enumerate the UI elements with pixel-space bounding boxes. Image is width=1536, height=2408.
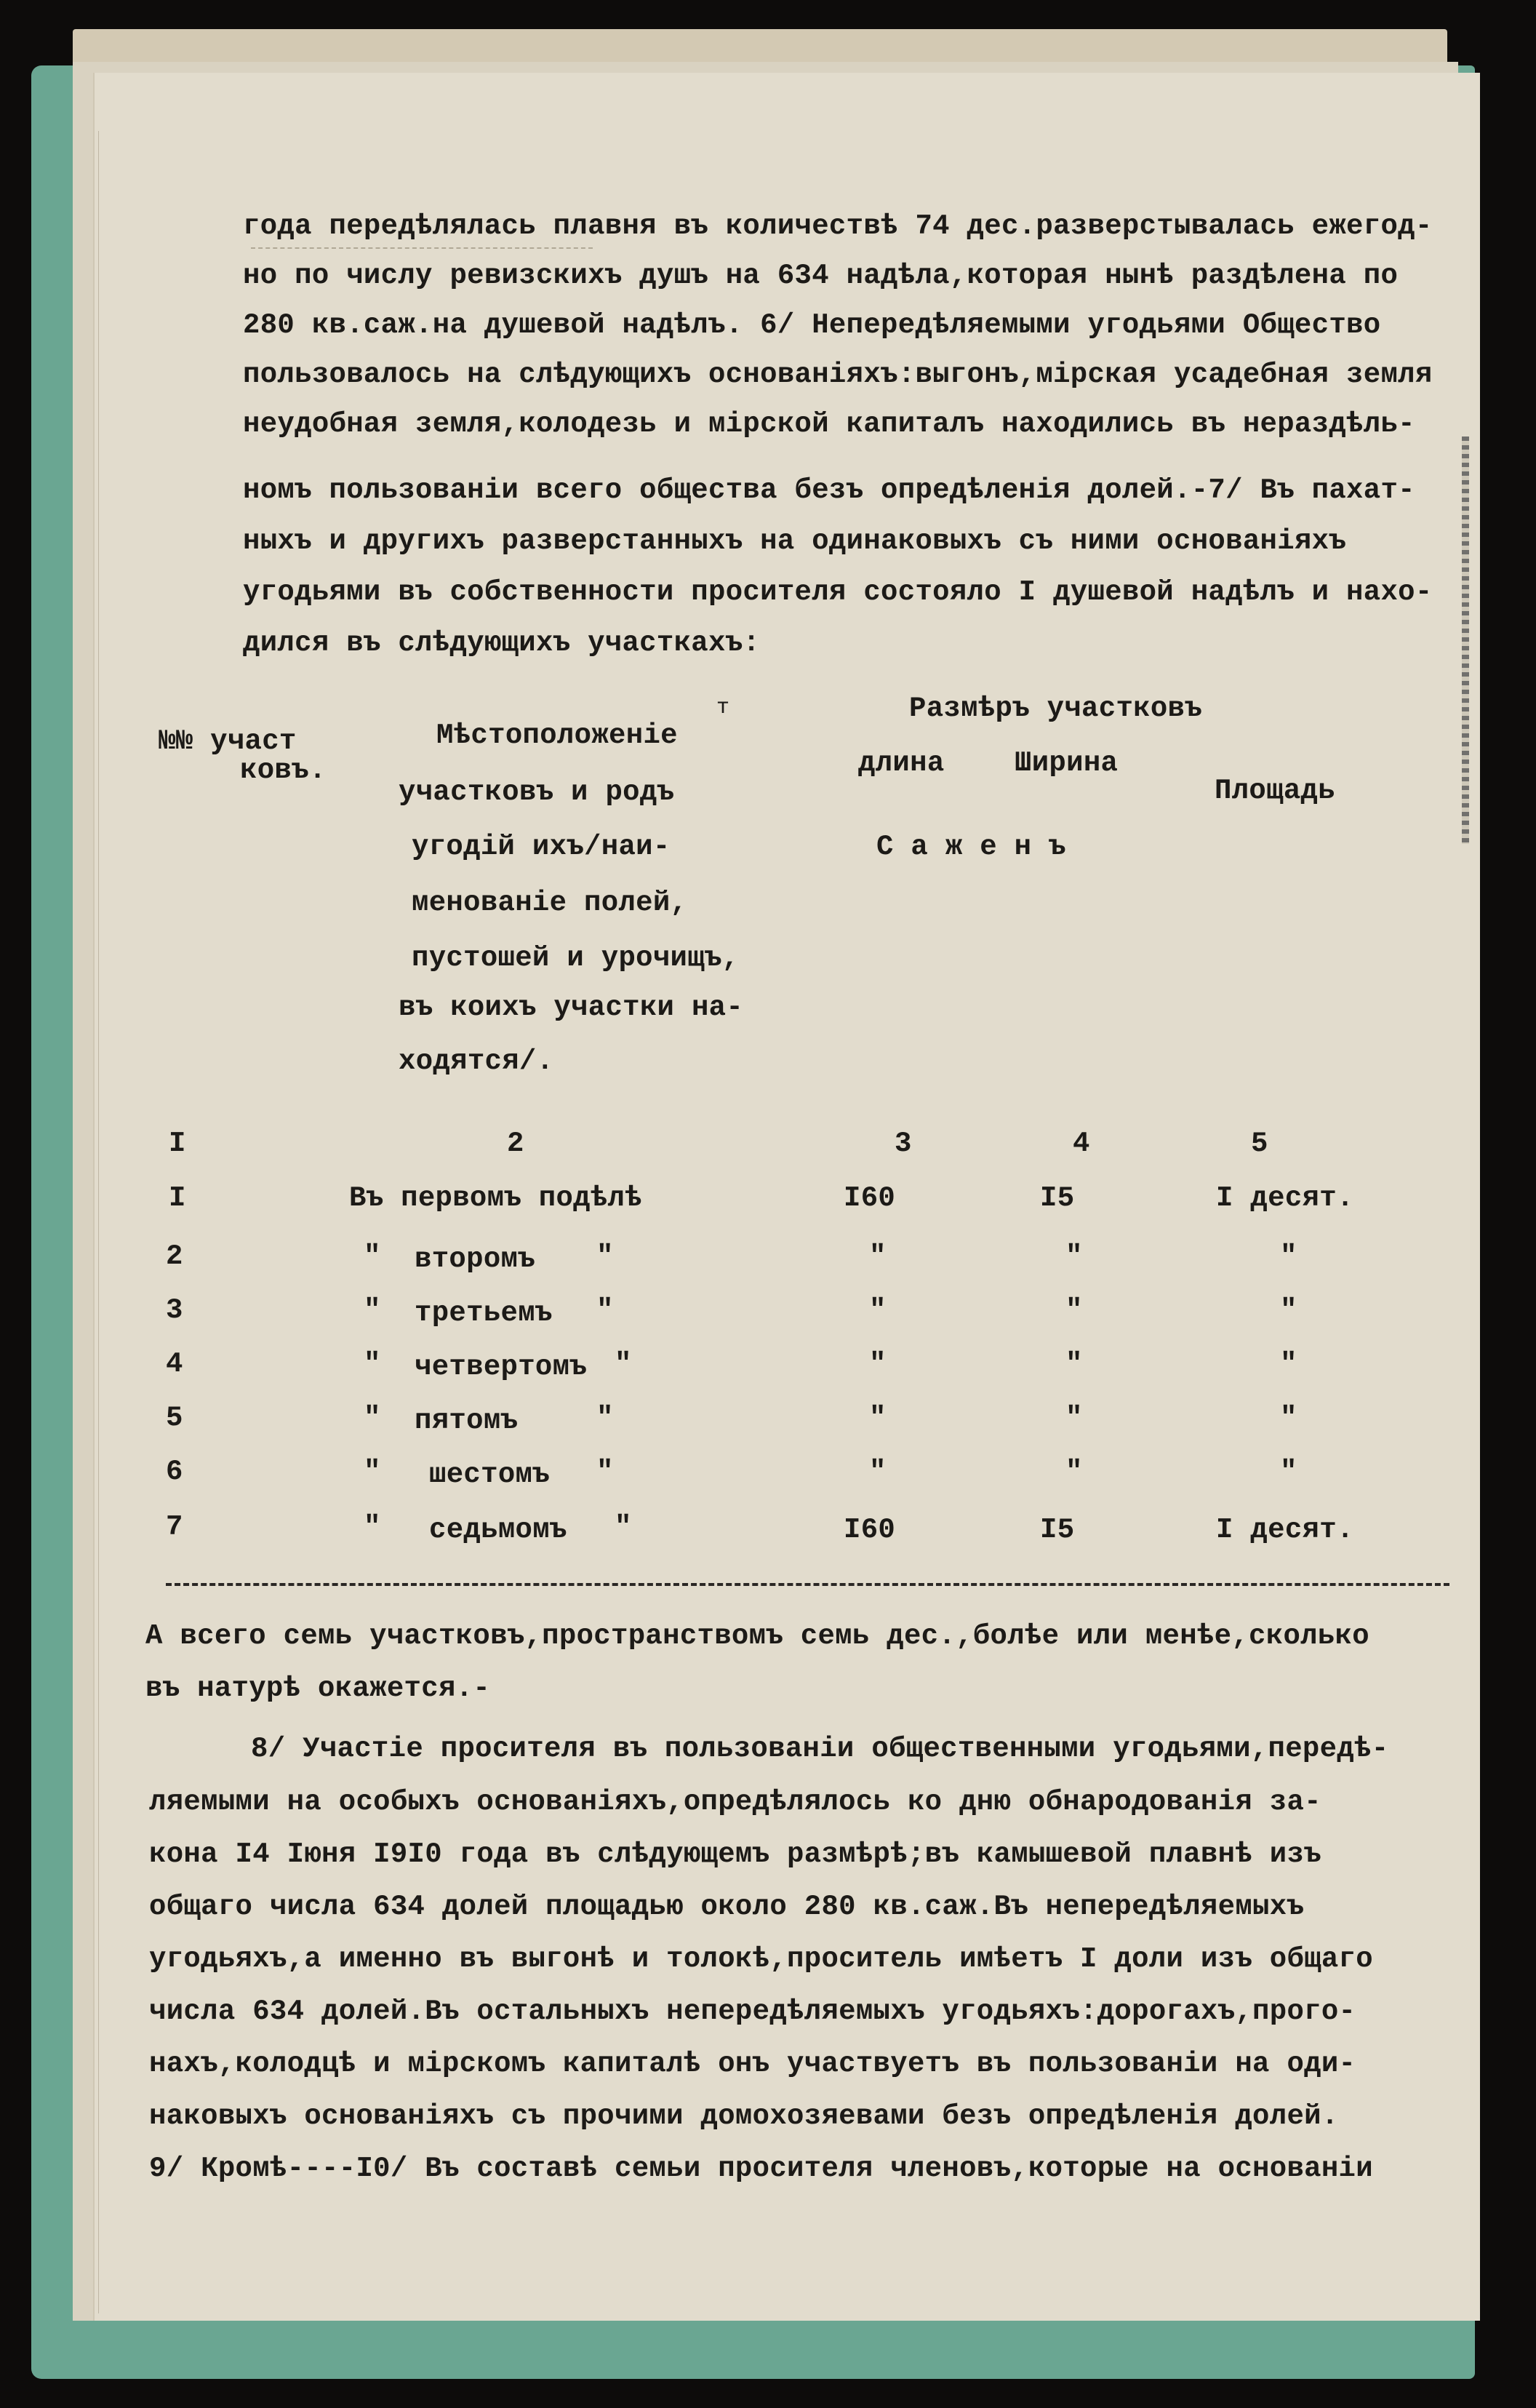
row-width: I5 bbox=[1040, 1514, 1075, 1546]
binding-string bbox=[1462, 436, 1469, 844]
header-location: въ коихъ участки на- bbox=[399, 992, 744, 1024]
row-number: 5 bbox=[166, 1402, 183, 1434]
row-location: пятомъ bbox=[415, 1405, 519, 1437]
row-width: " bbox=[1065, 1402, 1083, 1434]
text-line: 280 кв.саж.на душевой надѣлъ. 6/ Непередѣляемыми угодьями Общество bbox=[243, 309, 1381, 341]
row-length: " bbox=[869, 1456, 887, 1488]
text-line: кона I4 Іюня I9I0 года въ слѣдующемъ размѣрѣ;въ камышевой плавнѣ изъ bbox=[149, 1838, 1321, 1870]
row-width: I5 bbox=[1040, 1182, 1075, 1214]
ditto-mark: " bbox=[364, 1402, 381, 1434]
ditto-mark: " bbox=[596, 1294, 614, 1326]
header-location: пустошей и урочищъ, bbox=[412, 942, 740, 974]
ditto-mark: " bbox=[364, 1240, 381, 1272]
header-location: ходятся/. bbox=[399, 1045, 554, 1077]
ditto-mark: " bbox=[596, 1402, 614, 1434]
text-line: числа 634 долей.Въ остальныхъ непередѣляемыхъ угодьяхъ:дорогахъ,прого- bbox=[149, 1996, 1356, 2028]
ditto-mark: " bbox=[364, 1348, 381, 1380]
text-line: 8/ Участіе просителя въ пользованіи общественными угодьями,передѣ- bbox=[251, 1733, 1389, 1765]
header-location: менованіе полей, bbox=[412, 887, 688, 919]
header-plot-number-cont: ковъ. bbox=[240, 754, 327, 786]
header-location: угодій ихъ/наи- bbox=[412, 831, 671, 863]
row-number: I bbox=[169, 1182, 186, 1214]
column-number: I bbox=[169, 1128, 186, 1160]
ditto-mark: " bbox=[364, 1456, 381, 1488]
row-area: " bbox=[1280, 1348, 1297, 1380]
row-location: третьемъ bbox=[415, 1297, 553, 1329]
row-width: " bbox=[1065, 1240, 1083, 1272]
row-number: 4 bbox=[166, 1348, 183, 1380]
row-width: " bbox=[1065, 1348, 1083, 1380]
page-edge-line bbox=[98, 131, 99, 2313]
table-separator-line bbox=[166, 1583, 1449, 1586]
row-number: 7 bbox=[166, 1511, 183, 1543]
text-line: общаго числа 634 долей площадью около 280 кв.саж.Въ непередѣляемыхъ bbox=[149, 1891, 1305, 1923]
row-number: 6 bbox=[166, 1456, 183, 1488]
row-length: " bbox=[869, 1240, 887, 1272]
ditto-mark: " bbox=[364, 1511, 381, 1543]
row-width: " bbox=[1065, 1294, 1083, 1326]
faint-underline bbox=[251, 247, 593, 249]
ditto-mark: " bbox=[364, 1294, 381, 1326]
text-line: ныхъ и другихъ разверстанныхъ на одинаковыхъ съ ними основаніяхъ bbox=[243, 525, 1347, 557]
text-line: но по числу ревизскихъ душъ на 634 надѣла,которая нынѣ раздѣлена по bbox=[243, 260, 1399, 292]
header-plot-size: Размѣръ участковъ bbox=[909, 693, 1202, 725]
row-number: 3 bbox=[166, 1294, 183, 1326]
text-line: нахъ,колодцѣ и мірскомъ капиталѣ онъ участвуетъ въ пользованіи на оди- bbox=[149, 2048, 1356, 2080]
header-area: Площадь bbox=[1215, 775, 1335, 807]
row-length: I60 bbox=[844, 1514, 896, 1546]
ditto-mark: " bbox=[615, 1511, 632, 1543]
text-line: номъ пользованіи всего общества безъ опредѣленія долей.-7/ Въ пахат- bbox=[243, 474, 1415, 506]
text-line: пользовалось на слѣдующихъ основаніяхъ:выгонъ,мірская усадебная земля bbox=[243, 359, 1433, 391]
row-length: " bbox=[869, 1402, 887, 1434]
text-line: ляемыми на особыхъ основаніяхъ,опредѣлялось ко дню обнародованія за- bbox=[149, 1786, 1321, 1818]
row-number: 2 bbox=[166, 1240, 183, 1272]
text-line: дился въ слѣдующихъ участкахъ: bbox=[243, 627, 761, 659]
text-line: угодьяхъ,а именно въ выгонѣ и толокѣ,проситель имѣетъ I доли изъ общаго bbox=[149, 1943, 1373, 1975]
row-location: шестомъ bbox=[429, 1459, 550, 1491]
row-area: " bbox=[1280, 1456, 1297, 1488]
text-line: неудобная земля,колодезь и мірской капиталъ находились въ нераздѣль- bbox=[243, 408, 1415, 440]
row-length: " bbox=[869, 1294, 887, 1326]
text-line: въ натурѣ окажется.- bbox=[145, 1673, 491, 1705]
row-length: " bbox=[869, 1348, 887, 1380]
column-number: 4 bbox=[1073, 1128, 1090, 1160]
header-width: Ширина bbox=[1015, 747, 1119, 779]
header-unit-sazhen: С а ж е н ъ bbox=[876, 831, 1066, 863]
row-area: I десят. bbox=[1216, 1514, 1354, 1546]
header-location: участковъ и родъ bbox=[399, 776, 675, 808]
column-number: 3 bbox=[895, 1128, 912, 1160]
text-line: А всего семь участковъ,пространствомъ семь дес.,болѣе или менѣе,сколько bbox=[145, 1620, 1369, 1652]
stray-mark: т bbox=[716, 695, 730, 720]
row-location: седьмомъ bbox=[429, 1514, 567, 1546]
header-length: длина bbox=[858, 747, 945, 779]
row-area: " bbox=[1280, 1294, 1297, 1326]
text-line: года передѣлялась плавня въ количествѣ 74 дес.разверстывалась ежегод- bbox=[243, 210, 1433, 242]
ditto-mark: " bbox=[596, 1456, 614, 1488]
row-area: I десят. bbox=[1216, 1182, 1354, 1214]
ditto-mark: " bbox=[615, 1348, 632, 1380]
text-line: угодьями въ собственности просителя состояло I душевой надѣлъ и нахо- bbox=[243, 576, 1433, 608]
row-location: Въ первомъ подѣлѣ bbox=[349, 1182, 642, 1214]
column-number: 5 bbox=[1251, 1128, 1268, 1160]
header-plot-number: №№ участ bbox=[159, 725, 297, 757]
ditto-mark: " bbox=[596, 1240, 614, 1272]
text-line: наковыхъ основаніяхъ съ прочими домохозяевами безъ опредѣленія долей. bbox=[149, 2100, 1339, 2132]
column-number: 2 bbox=[507, 1128, 524, 1160]
header-location: Мѣстоположеніе bbox=[436, 719, 678, 751]
row-location: второмъ bbox=[415, 1243, 535, 1275]
row-area: " bbox=[1280, 1240, 1297, 1272]
row-width: " bbox=[1065, 1456, 1083, 1488]
row-length: I60 bbox=[844, 1182, 896, 1214]
text-line: 9/ Кромѣ----I0/ Въ составѣ семьи просителя членовъ,которые на основаніи bbox=[149, 2153, 1373, 2185]
row-area: " bbox=[1280, 1402, 1297, 1434]
row-location: четвертомъ bbox=[415, 1351, 588, 1383]
